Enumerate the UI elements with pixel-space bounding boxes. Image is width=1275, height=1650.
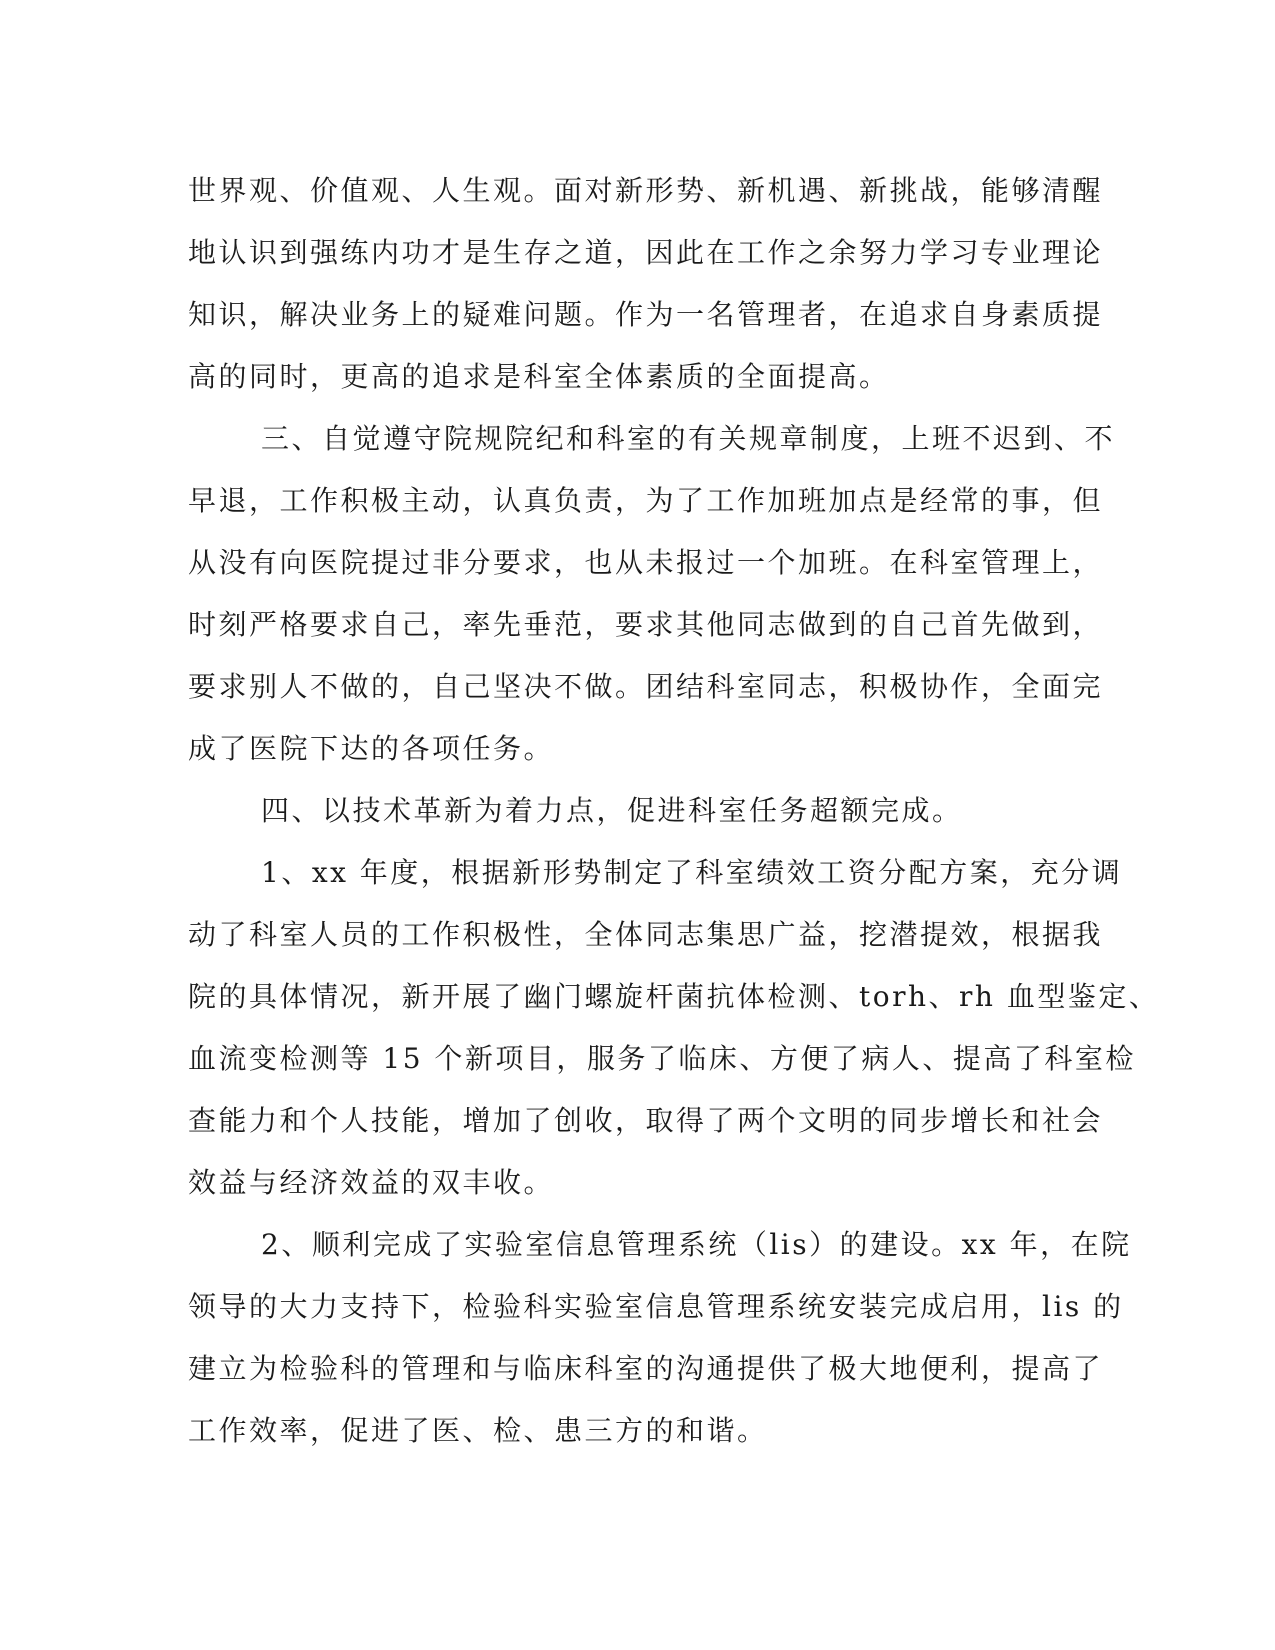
item-two-start: 2、顺利完成了实验室信息管理系统（lis）的建设。xx 年，在院 [261, 1228, 1132, 1261]
text-line: 查能力和个人技能，增加了创收，取得了两个文明的同步增长和社会 [188, 1104, 1104, 1137]
text-line: 早退，工作积极主动，认真负责，为了工作加班加点是经常的事，但 [188, 484, 1104, 517]
text-line: 院的具体情况，新开展了幽门螺旋杆菌抗体检测、torh、rh 血型鉴定、 [188, 980, 1160, 1013]
section-four-heading: 四、以技术革新为着力点，促进科室任务超额完成。 [261, 794, 963, 827]
text-line: 领导的大力支持下，检验科实验室信息管理系统安装完成启用，lis 的 [188, 1290, 1124, 1323]
text-line: 时刻严格要求自己，率先垂范，要求其他同志做到的自己首先做到， [188, 608, 1104, 641]
text-line: 工作效率，促进了医、检、患三方的和谐。 [188, 1414, 768, 1447]
text-line: 要求别人不做的，自己坚决不做。团结科室同志，积极协作，全面完 [188, 670, 1104, 703]
text-line: 世界观、价值观、人生观。面对新形势、新机遇、新挑战，能够清醒 [188, 174, 1104, 207]
text-line: 知识，解决业务上的疑难问题。作为一名管理者，在追求自身素质提 [188, 298, 1104, 331]
text-line: 从没有向医院提过非分要求，也从未报过一个加班。在科室管理上， [188, 546, 1104, 579]
item-one-start: 1、xx 年度，根据新形势制定了科室绩效工资分配方案，充分调 [261, 856, 1123, 889]
text-line: 地认识到强练内功才是生存之道，因此在工作之余努力学习专业理论 [188, 236, 1104, 269]
text-line: 成了医院下达的各项任务。 [188, 732, 555, 765]
text-line: 效益与经济效益的双丰收。 [188, 1166, 555, 1199]
text-line: 动了科室人员的工作积极性，全体同志集思广益，挖潜提效，根据我 [188, 918, 1104, 951]
document-body [188, 160, 1160, 1462]
section-three-start: 三、自觉遵守院规院纪和科室的有关规章制度，上班不迟到、不 [261, 422, 1116, 455]
text-line: 建立为检验科的管理和与临床科室的沟通提供了极大地便利，提高了 [188, 1352, 1104, 1385]
text-line: 血流变检测等 15 个新项目，服务了临床、方便了病人、提高了科室检 [188, 1042, 1136, 1075]
text-line: 高的同时，更高的追求是科室全体素质的全面提高。 [188, 360, 890, 393]
